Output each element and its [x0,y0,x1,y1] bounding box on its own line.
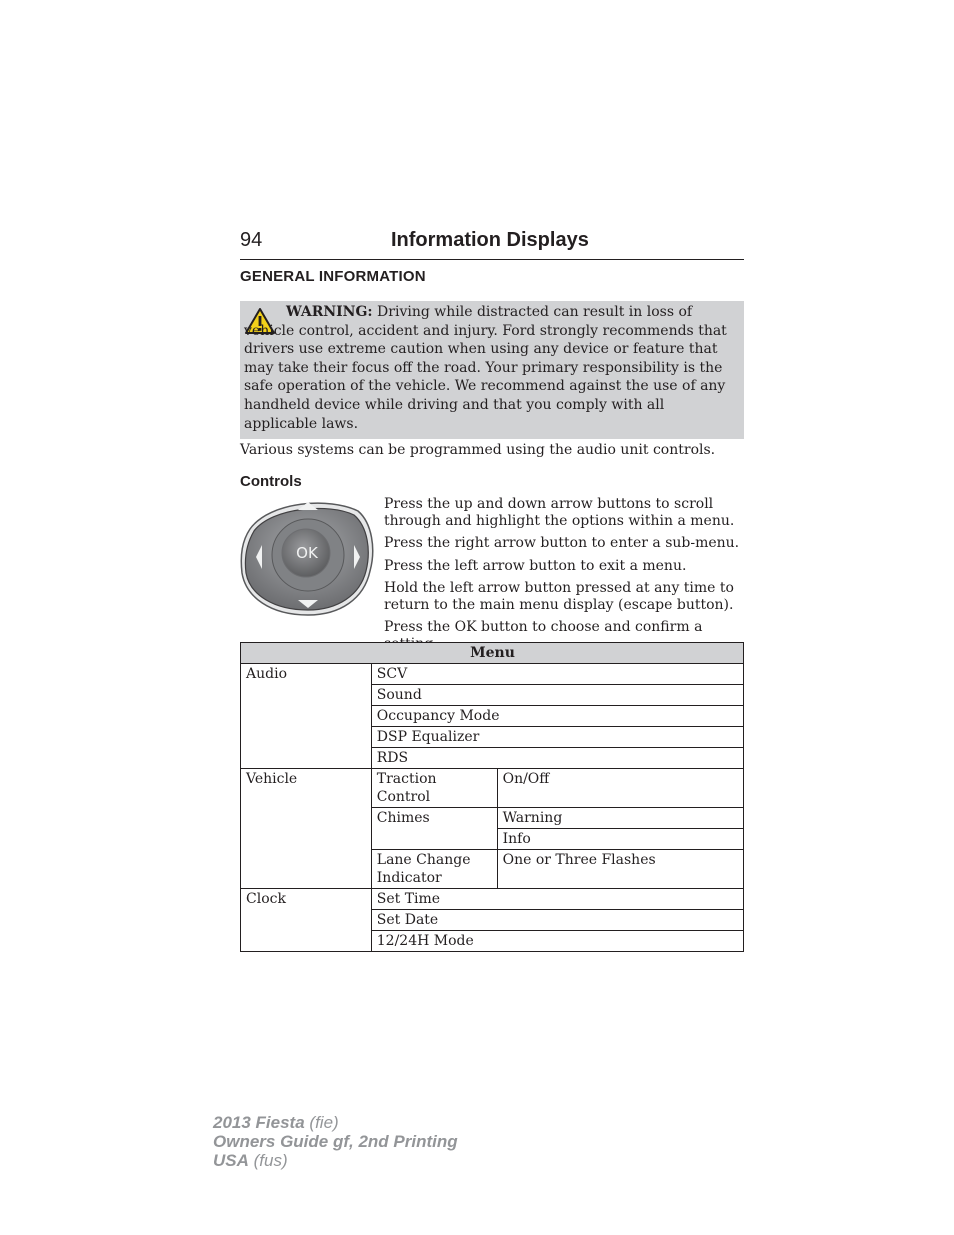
menu-category-audio: Audio [241,664,372,769]
table-row [241,769,744,808]
menu-item: Traction Control [371,769,497,808]
section-title: GENERAL INFORMATION [240,268,426,285]
menu-item: SCV [371,664,743,685]
table-row [241,664,744,685]
page-header [240,229,744,260]
menu-item: RDS [371,748,743,769]
warning-box [240,301,744,439]
page-footer [213,1113,458,1170]
menu-item: Set Time [371,889,743,910]
footer-guide: Owners Guide gf, 2nd Printing [213,1132,458,1151]
menu-value: One or Three Flashes [497,850,743,889]
ok-button-label: OK [296,544,318,562]
footer-market: USA [213,1151,249,1170]
menu-item: Set Date [371,910,743,931]
menu-item: Occupancy Mode [371,706,743,727]
instruction-enter: Press the right arrow button to enter a sub-menu. [384,535,740,551]
menu-value: Warning [497,808,743,829]
menu-header: Menu [241,643,744,664]
menu-value: Info [497,829,743,850]
table-row [241,889,744,910]
intro-text: Various systems can be programmed using the audio unit controls. [240,442,716,458]
page-title: Information Displays [391,229,589,251]
steering-control-pad-image [240,499,376,617]
menu-category-vehicle: Vehicle [241,769,372,889]
controls-title: Controls [240,473,302,490]
footer-model: 2013 Fiesta [213,1113,305,1132]
menu-item: Lane Change Indicator [371,850,497,889]
footer-market-code: (fus) [253,1151,288,1170]
menu-item: DSP Equalizer [371,727,743,748]
footer-model-code: (fie) [309,1113,339,1132]
instruction-scroll: Press the up and down arrow buttons to scroll through and highlight the options within a menu. [384,496,735,529]
menu-table [240,642,744,952]
page-number: 94 [240,229,263,251]
warning-label: WARNING: [286,304,373,320]
menu-category-clock: Clock [241,889,372,952]
menu-item: Sound [371,685,743,706]
warning-body: Driving while distracted can result in loss of vehicle control, accident and injury. Ford strongly recommends that drivers use extreme caution when using any device or feature that may take their focus off the road. Your primary responsibility is the safe operation of the vehicle. We recommend against the use of any handheld device while driving and that you comply with all applicable laws. [244,304,727,432]
instruction-ok: Press the OK button to choose and confirm a [384,619,703,635]
warning-text [244,303,738,433]
instruction-escape: Hold the left arrow button pressed at any time to return to the main menu display (escape button). [384,580,734,613]
menu-value: On/Off [497,769,743,808]
instruction-exit: Press the left arrow button to exit a menu. [384,558,687,574]
menu-item: Chimes [371,808,497,850]
menu-item: 12/24H Mode [371,931,743,952]
table-header-row [241,643,744,664]
